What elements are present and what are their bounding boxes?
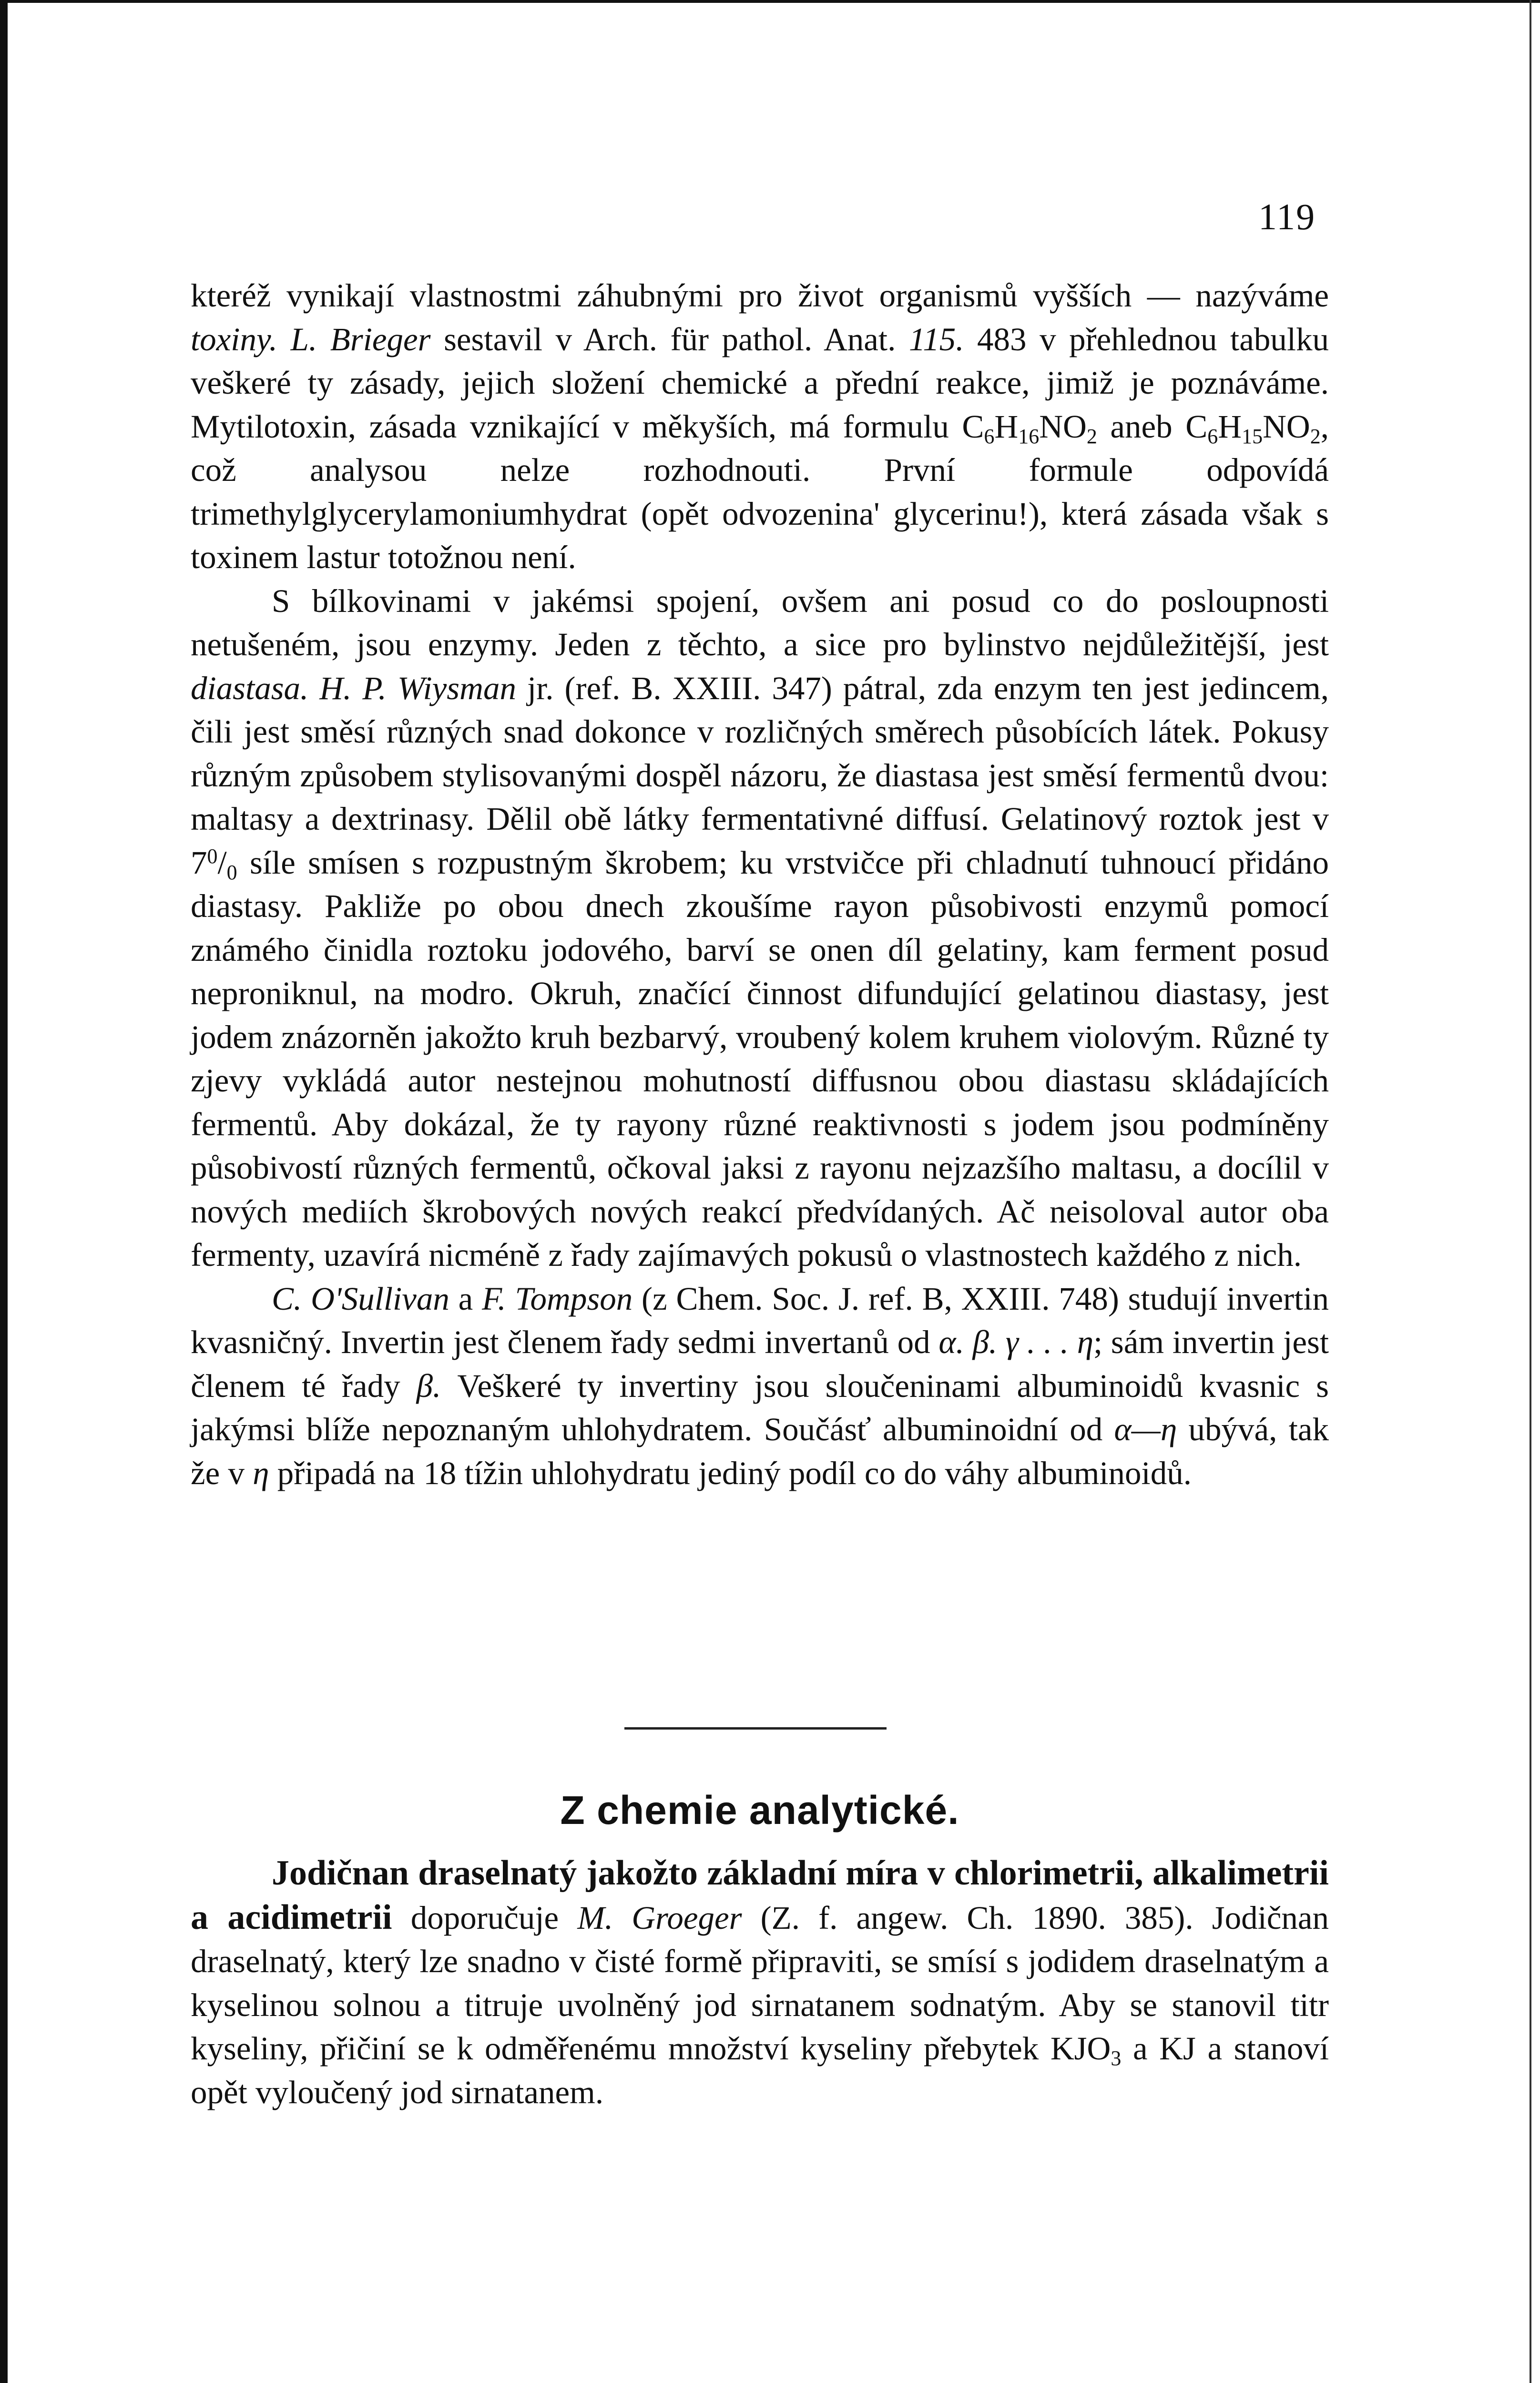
text-run: aneb C — [1097, 408, 1208, 445]
formula-element: H — [1218, 408, 1242, 445]
formula-subscript: 3 — [1111, 2047, 1122, 2070]
formula-subscript: 15 — [1242, 424, 1263, 448]
author-osullivan: C. O'Sullivan — [272, 1280, 449, 1317]
formula-subscript: 2 — [1086, 424, 1097, 448]
text-run: Veškeré ty invertiny jsou sloučeninami albuminoidů kvasnic s jakýmsi blíže nepoznaným uhlohydratem. Součásť albuminoidní od — [191, 1367, 1329, 1447]
text-run: S bílkovinami v jakémsi spojení, ovšem ani posud co do posloupnosti netušeném, jsou enzymy. Jeden z těchto, a sice pro bylinstvo nejdůležitější, jest — [191, 582, 1329, 662]
author-brieger: L. Brieger — [290, 321, 431, 357]
formula-subscript: 16 — [1018, 424, 1040, 448]
text-run: a — [449, 1280, 482, 1317]
greek-eta: η — [253, 1455, 269, 1491]
term-diastasa: diastasa. — [191, 670, 309, 706]
article-body-biochemistry — [191, 274, 1329, 1495]
formula-element: NO — [1263, 408, 1310, 445]
percent-sign-bottom: 0 — [226, 860, 237, 884]
section-heading: Z chemie analytické. — [560, 1788, 959, 1833]
article-body-analytical — [191, 1852, 1329, 2114]
text-run — [277, 321, 291, 357]
text-run: a KJ a stanoví opět vyloučený jod sirnatanem. — [191, 2030, 1329, 2110]
author-groeger: M. Groeger — [577, 1899, 742, 1936]
percent-sign-slash: / — [217, 844, 227, 881]
text-run: ubývá, tak že v — [191, 1411, 1329, 1491]
text-run: , což analysou nelze rozhodnouti. První formule odpovídá trimethylglycerylamoniumhydrat (opět odvozenina' glycerinu!), která zásada však s toxinem lastur totožnou není. — [191, 408, 1329, 575]
text-run: jr. (ref. B. XXIII. 347) pátral, zda enzym ten jest jedincem, čili jest směsí různých snad dokonce v rozličných směrech působících látek. Pokusy různým způsobem stylisovanými dospěl názoru, že diastasa jest směsí fermentů dvou: maltasy a dextrinasy. Dělil obě látky fermentativné diffusí. Gelatinový roztok jest v 7 — [191, 670, 1329, 881]
volume-number: 115. — [908, 321, 964, 357]
text-run: kteréž vynikají vlastnostmi záhubnými pro život organismů vyšších — nazýváme — [191, 277, 1329, 314]
term-toxiny: toxiny. — [191, 321, 278, 357]
formula-subscript: 6 — [1207, 424, 1218, 448]
text-run: (Z. f. angew. Ch. 1890. 385). Jodičnan draselnatý, který lze snadno v čisté formě připraviti, se smísí s jodidem draselnatým a kyselinou solnou a titruje uvolněný jod sirnatanem sodnatým. Aby se stanovil titr kyseliny, přičiní se k odměřenému množství kyseliny přebytek KJO — [191, 1899, 1329, 2067]
text-run: ; sám invertin jest členem té řady — [191, 1324, 1329, 1404]
greek-beta: β. — [416, 1367, 441, 1404]
scan-right-edge — [1521, 0, 1540, 2383]
text-run: sestavil v Arch. für pathol. Anat. — [430, 321, 909, 357]
formula-subscript: 2 — [1310, 424, 1321, 448]
greek-range: α—η — [1114, 1411, 1177, 1447]
greek-series: α. β. γ . . . η — [938, 1324, 1094, 1360]
text-run: (z Chem. Soc. J. ref. B, XXIII. 748) studují invertin kvasničný. Invertin jest členem řady sedmi invertanů od — [191, 1280, 1329, 1360]
formula-subscript: 6 — [984, 424, 995, 448]
section-divider — [624, 1727, 887, 1730]
page-number: 119 — [1258, 196, 1316, 237]
text-run: připadá na 18 tížin uhlohydratu jediný podíl co do váhy albuminoidů. — [269, 1455, 1192, 1491]
article-title: Jodičnan draselnatý jakožto základní míra v chlorimetrii, alkalimetrii a acidimetrii — [191, 1853, 1329, 1937]
paragraph-potassium-iodate — [191, 1852, 1329, 2114]
formula-element: H — [994, 408, 1019, 445]
scan-left-edge — [0, 0, 8, 2383]
author-tompson: F. Tompson — [482, 1280, 633, 1317]
percent-sign-top: 0 — [207, 844, 218, 868]
paragraph-toxins — [191, 274, 1329, 580]
author-wiysman: H. P. Wiysman — [319, 670, 516, 706]
text-run: doporučuje — [392, 1899, 578, 1936]
text-run — [308, 670, 319, 706]
text-run: síle smísen s rozpustným škrobem; ku vrstvičce při chladnutí tuhnoucí přidáno diastasy. Pakliže po obou dnech zkoušíme rayon působivosti enzymů pomocí známého činidla roztoku jodového, barví se onen díl gelatiny, kam ferment posud neproniknul, na modro. Okruh, značící činnost difundující gelatinou diastasy, jest jodem znázorněn jakožto kruh bezbarvý, vroubený kolem kruhem violovým. Různé ty zjevy vykládá autor nestejnou mohutností diffusnou obou diastasu skládajících fermentů. Aby dokázal, že ty rayony různé reaktivnosti s jodem jsou podmíněny působivostí různých fermentů, očkoval jaksi z rayonu nejzazšího maltasu, a docílil v nových mediích škrobových nových reakcí předvídaných. Ač neisoloval autor oba fermenty, uzavírá nicméně z řady zajímavých pokusů o vlastnostech každého z nich. — [191, 844, 1329, 1273]
formula-element: NO — [1039, 408, 1087, 445]
paragraph-invertin — [191, 1277, 1329, 1496]
text-run: 483 v přehlednou tabulku veškeré ty zásady, jejich složení chemické a přední reakce, jimiž je poznáváme. Mytilotoxin, zásada vznikající v měkyších, má formulu C — [191, 321, 1329, 445]
scan-top-edge — [0, 0, 1540, 7]
paragraph-enzymes — [191, 580, 1329, 1277]
